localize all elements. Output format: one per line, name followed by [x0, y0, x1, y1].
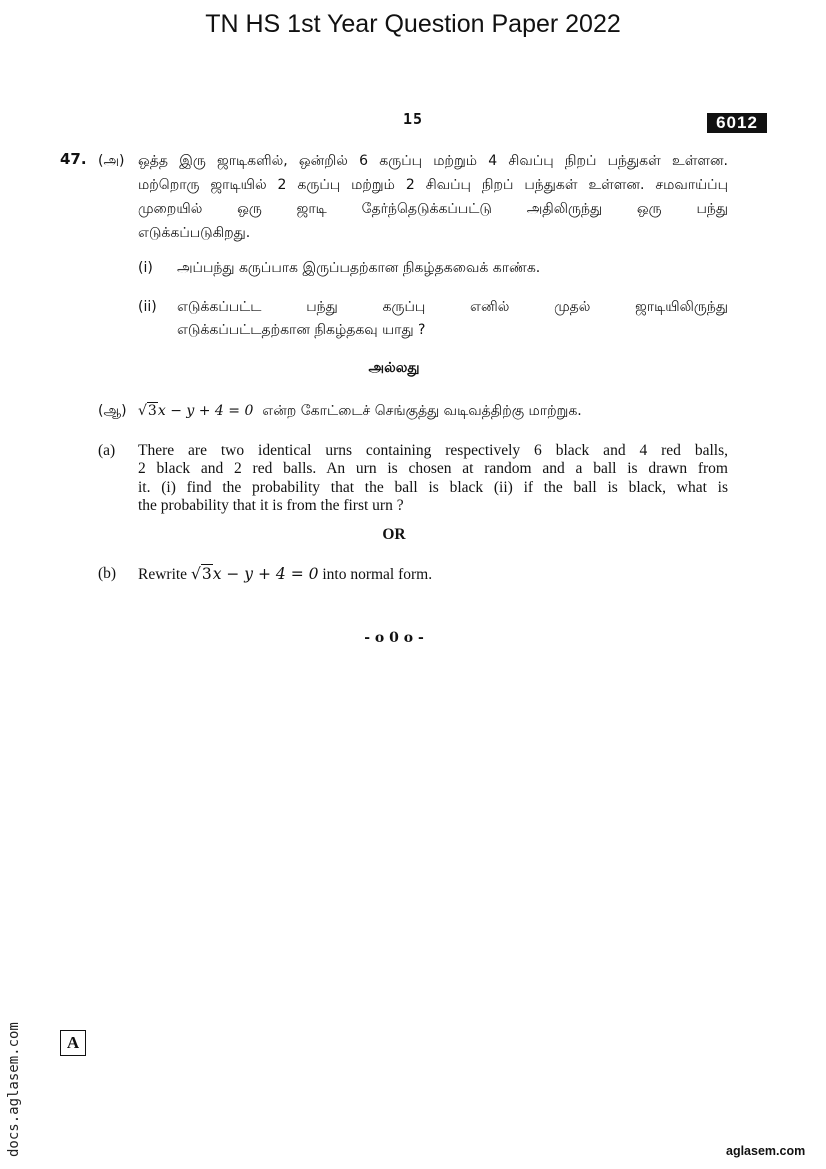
english-b-suffix: into normal form. — [322, 566, 433, 583]
tamil-sub-i-label: (i) — [138, 260, 153, 276]
english-a-label: (a) — [98, 442, 116, 459]
tamil-sub-ii-label: (ii) — [138, 299, 157, 315]
tamil-b-label: (ஆ) — [98, 403, 127, 419]
tamil-b-text: என்ற கோட்டைச் செங்குத்து வடிவத்திற்கு மாற்றுக. — [262, 403, 582, 419]
question-number: 47. — [60, 150, 87, 168]
tamil-b-equation-line — [138, 400, 582, 423]
tamil-a-line: ஒத்த இரு ஜாடிகளில், ஒன்றில் 6 கருப்பு மற்றும் 4 சிவப்பு நிறப் பந்துகள் உள்ளன. — [138, 153, 728, 169]
page-number: 15 — [402, 110, 424, 128]
tamil-or-divider: அல்லது — [368, 360, 420, 376]
tamil-sub-ii-text: எடுக்கப்பட்ட பந்து கருப்பு எனில் முதல் ஜாடியிலிருந்து — [177, 299, 728, 315]
sqrt-radicand: 3 — [201, 565, 212, 583]
tamil-a-line: எடுக்கப்படுகிறது. — [138, 225, 251, 241]
side-watermark: docs.aglasem.com — [6, 1022, 22, 1157]
equation: √3x − y + 4 = 0 — [138, 403, 254, 419]
english-or-divider: OR — [382, 526, 406, 543]
tamil-sub-ii-text: எடுக்கப்பட்டதற்கான நிகழ்தகவு யாது ? — [177, 322, 426, 338]
document-title: TN HS 1st Year Question Paper 2022 — [205, 10, 621, 38]
english-a-line: 2 black and 2 red balls. An urn is chosen at random and a ball is drawn from — [138, 460, 728, 477]
tamil-a-line: முறையில் ஒரு ஜாடி தேர்ந்தெடுக்கப்பட்டு அதிலிருந்து ஒரு பந்து — [138, 201, 728, 217]
english-b-line — [138, 565, 432, 585]
tamil-a-line: மற்றொரு ஜாடியில் 2 கருப்பு மற்றும் 2 சிவப்பு நிறப் பந்துகள் உள்ளன. சமவாய்ப்பு — [138, 177, 728, 193]
english-b-label: (b) — [98, 565, 117, 582]
tamil-sub-i-text: அப்பந்து கருப்பாக இருப்பதற்கான நிகழ்தகவைக் காண்க. — [177, 260, 541, 276]
equation-rest: x − y + 4 = 0 — [157, 403, 254, 419]
sqrt-radicand: 3 — [147, 403, 157, 419]
tamil-a-label: (அ) — [98, 153, 125, 169]
footer-site-link[interactable]: aglasem.com — [726, 1144, 806, 1158]
english-b-prefix: Rewrite — [138, 566, 188, 583]
paper-code-badge: 6012 — [707, 113, 767, 133]
equation: √3x − y + 4 = 0 — [190, 565, 319, 583]
english-a-line: it. (i) find the probability that the ball is black (ii) if the ball is black, what is — [138, 479, 728, 496]
english-a-line: There are two identical urns containing respectively 6 black and 4 red balls, — [138, 442, 728, 459]
margin-box-label: A — [60, 1030, 86, 1056]
equation-rest: x − y + 4 = 0 — [212, 565, 319, 583]
english-a-line: the probability that it is from the first urn ? — [138, 497, 404, 514]
end-mark: - o 0 o - — [364, 630, 424, 646]
